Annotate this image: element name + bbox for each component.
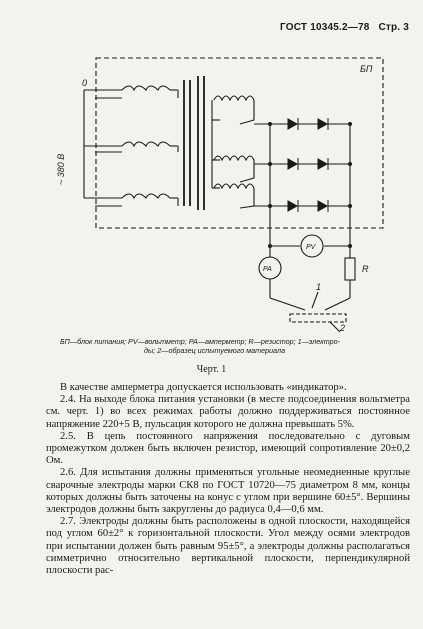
block-label: БП bbox=[360, 64, 373, 74]
ammeter-label: PA bbox=[263, 266, 272, 273]
diode-bot-right bbox=[318, 200, 328, 212]
electrode-marker: 1 bbox=[316, 282, 322, 292]
paragraph: 2.4. На выходе блока питания установки (в месте подсоединения вольтметра см. черт. 1) во всех режимах работы должно поддерживаться постоянное напряжение 220+5 В, пульсация которого не должна превышать 5%. bbox=[46, 394, 410, 430]
body-text bbox=[46, 382, 410, 577]
sample-plate bbox=[290, 314, 346, 322]
paragraph: В качестве амперметра допускается использовать «индикатор». bbox=[60, 382, 347, 393]
page-number: Стр. 3 bbox=[378, 22, 409, 33]
resistor-label: R bbox=[362, 264, 369, 274]
diode-mid-left bbox=[288, 158, 298, 170]
figure-caption bbox=[60, 337, 390, 355]
diode-bot-left bbox=[288, 200, 298, 212]
diode-top-left bbox=[288, 118, 298, 130]
resistor bbox=[345, 258, 355, 280]
diode-mid-right bbox=[318, 158, 328, 170]
figure-title: Черт. 1 bbox=[196, 364, 227, 375]
standard-number: ГОСТ 10345.2—78 bbox=[280, 22, 370, 33]
voltmeter-label: PV bbox=[306, 244, 316, 251]
diode-top-right bbox=[318, 118, 328, 130]
voltage-label: ~ 380 В bbox=[56, 153, 66, 185]
terminal-zero-label: 0 bbox=[82, 78, 88, 88]
power-block-outline bbox=[96, 58, 383, 228]
paragraph: 2.5. В цепь постоянного напряжения последовательно с дуговым промежутком должен быть включен резистор, имеющий сопротивление 20±0,2 Ом. bbox=[46, 430, 410, 467]
paragraph: 2.7. Электроды должны быть расположены в одной плоскости, находящейся под углом 60±2° к горизонтальной плоскости. Угол между осями электродов при испытании должен быть равным 95±5°, а электроды должны располагаться симметрично относительно вертикальной плоскости, перпендикулярной плоскости рас- bbox=[46, 516, 410, 577]
caption-line-1: БП—блок питания; PV—вольтметр; PA—амперметр; R—резистор; 1—электро- bbox=[60, 337, 341, 346]
paragraph: 2.6. Для испытания должны применяться угольные неомедненные круглые сварочные электроды марки СК8 по ГОСТ 10720—75 диаметром 8 мм, концы которых должны быть заточены на конус с углом при вершине 60±5°. Вершины электродов должны быть закруглены до радиуса 0,4—0,6 мм. bbox=[46, 467, 410, 516]
caption-line-2: ды; 2—образец испытуемого материала bbox=[144, 346, 286, 355]
sample-marker: 2 bbox=[340, 323, 346, 333]
